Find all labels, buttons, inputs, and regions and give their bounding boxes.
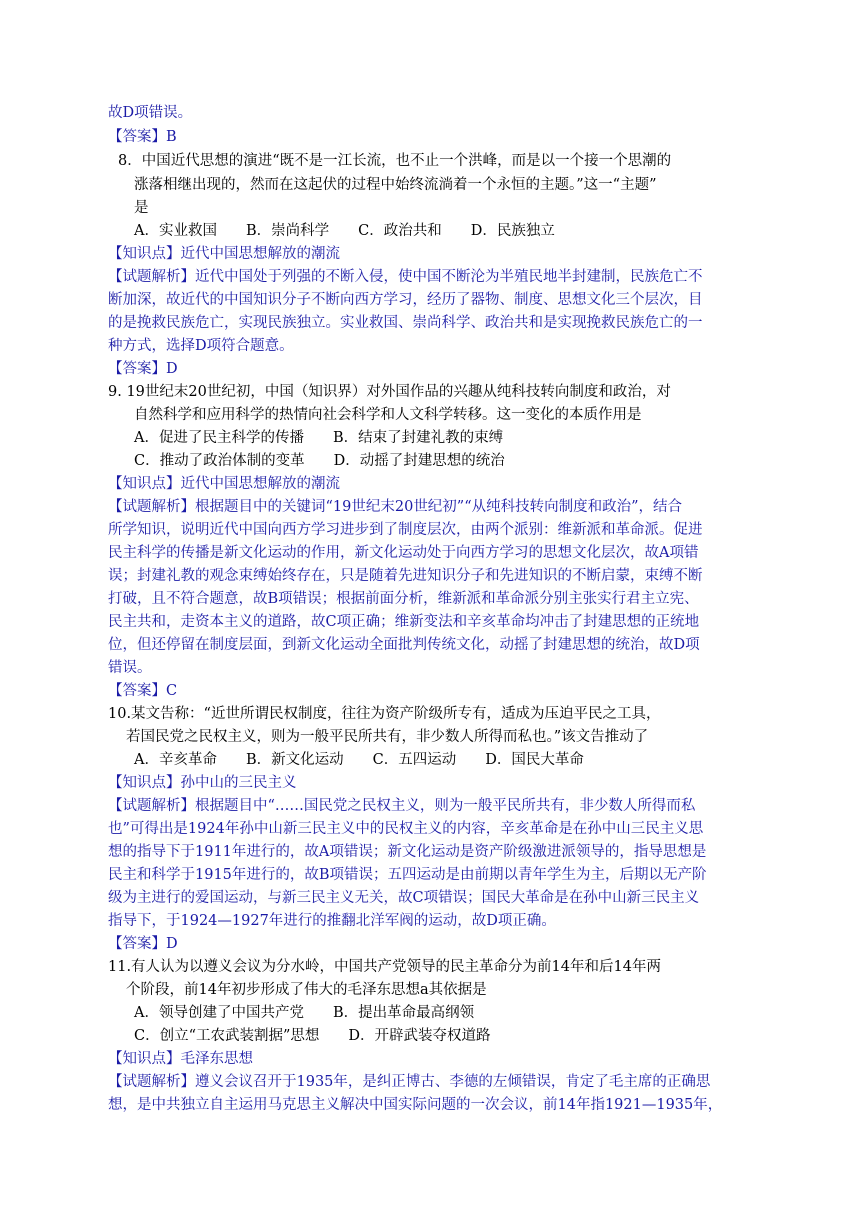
analysis-line: 错误。: [108, 660, 152, 676]
text-line: 故D项错误。: [108, 105, 193, 121]
question-8-options: A．实业救国 B．崇尚科学 C．政治共和 D．民族独立: [134, 223, 555, 239]
knowledge-point-line: 【知识点】近代中国思想解放的潮流: [108, 246, 340, 262]
question-10-options: A．辛亥革命 B．新文化运动 C．五四运动 D．国民大革命: [134, 752, 584, 768]
question-8-stem: 8．中国近代思想的演进“既不是一江长流，也不止一个洪峰，而是以一个接一个思潮的: [118, 153, 672, 169]
question-9-stem-cont: 自然科学和应用科学的热情向社会科学和人文科学转移。这一变化的本质作用是: [134, 407, 642, 423]
analysis-line: 断加深，故近代的中国知识分子不断向西方学习，经历了器物、制度、思想文化三个层次，目: [108, 292, 703, 308]
question-8-stem-cont: 涨落相继出现的，然而在这起伏的过程中始终流淌着一个永恒的主题。”这一“主题”: [134, 177, 657, 193]
analysis-line: 民主共和，走资本主义的道路，故C项正确；维新变法和辛亥革命均冲击了封建思想的正统地: [108, 614, 700, 630]
analysis-line: 想，是中共独立自主运用马克思主义解决中国实际问题的一次会议，前14年指1921—1935年，: [108, 1097, 723, 1113]
knowledge-point-line: 【知识点】近代中国思想解放的潮流: [108, 476, 340, 492]
analysis-line: 【试题解析】遵义会议召开于1935年，是纠正博古、李德的左倾错误，肯定了毛主席的正确思: [108, 1074, 711, 1090]
question-11-options: C．创立“工农武装割据”思想 D．开辟武装夺权道路: [134, 1028, 491, 1044]
analysis-line: 想的指导下于1911年进行的，故A项错误；新文化运动是资产阶级激进派领导的，指导思想是: [108, 844, 707, 860]
answer-line: 【答案】D: [108, 936, 178, 952]
question-11-stem-cont: 个阶段，前14年初步形成了伟大的毛泽东思想a其依据是: [126, 982, 487, 998]
analysis-line: 民主和科学于1915年进行的，故B项错误；五四运动是由前期以青年学生为主，后期以无产阶: [108, 867, 707, 883]
answer-line: 【答案】D: [108, 361, 178, 377]
question-10-stem-cont: 若国民党之民权主义，则为一般平民所共有，非少数人所得而私也。”该文告推动了: [126, 729, 649, 745]
question-9-options: A．促进了民主科学的传播 B．结束了封建礼教的束缚: [134, 430, 504, 446]
analysis-line: 也”可得出是1924年孙中山新三民主义中的民权主义的内容，辛亥革命是在孙中山三民主义思: [108, 821, 704, 837]
knowledge-point-line: 【知识点】毛泽东思想: [108, 1051, 253, 1067]
analysis-line: 的是挽救民族危亡，实现民族独立。实业救国、崇尚科学、政治共和是实现挽救民族危亡的一: [108, 315, 703, 331]
analysis-line: 所学知识，说明近代中国向西方学习进步到了制度层次，由两个派别：维新派和革命派。促进: [108, 522, 703, 538]
analysis-line: 位，但还停留在制度层面，到新文化运动全面批判传统文化，动摇了封建思想的统治，故D项: [108, 637, 700, 653]
analysis-line: 【试题解析】近代中国处于列强的不断入侵，使中国不断沦为半殖民地半封建制，民族危亡不: [108, 269, 703, 285]
question-9-options: C．推动了政治体制的变革 D．动摇了封建思想的统治: [134, 453, 505, 469]
answer-line: 【答案】B: [108, 129, 177, 145]
question-10-stem: 10.某文告称：“近世所谓民权制度，往往为资产阶级所专有，适成为压迫平民之工具，: [108, 706, 661, 722]
knowledge-point-line: 【知识点】孙中山的三民主义: [108, 775, 297, 791]
question-8-stem-cont: 是: [134, 200, 149, 216]
question-9-stem: 9. 19世纪末20世纪初，中国（知识界）对外国作品的兴趣从纯科技转向制度和政治，对: [108, 384, 671, 400]
analysis-line: 指导下，于1924—1927年进行的推翻北洋军阀的运动，故D项正确。: [108, 913, 556, 929]
analysis-line: 【试题解析】根据题目中“……国民党之民权主义，则为一般平民所共有，非少数人所得而私: [108, 798, 696, 814]
analysis-line: 级为主进行的爱国运动，与新三民主义无关，故C项错误；国民大革命是在孙中山新三民主义: [108, 890, 700, 906]
analysis-line: 种方式，选择D项符合题意。: [108, 338, 294, 354]
answer-line: 【答案】C: [108, 683, 178, 699]
analysis-line: 【试题解析】根据题目中的关键词“19世纪末20世纪初”“从纯科技转向制度和政治”，结合: [108, 499, 683, 515]
question-11-stem: 11.有人认为以遵义会议为分水岭，中国共产党领导的民主革命分为前14年和后14年两: [108, 959, 661, 975]
analysis-line: 打破，且不符合题意，故B项错误；根据前面分析，维新派和革命派分别主张实行君主立宪、: [108, 591, 699, 607]
analysis-line: 误；封建礼教的观念束缚始终存在，只是随着先进知识分子和先进知识的不断启蒙，束缚不断: [108, 568, 703, 584]
question-11-options: A．领导创建了中国共产党 B．提出革命最高纲领: [134, 1005, 475, 1021]
analysis-line: 民主科学的传播是新文化运动的作用，新文化运动处于向西方学习的思想文化层次，故A项错: [108, 545, 699, 561]
